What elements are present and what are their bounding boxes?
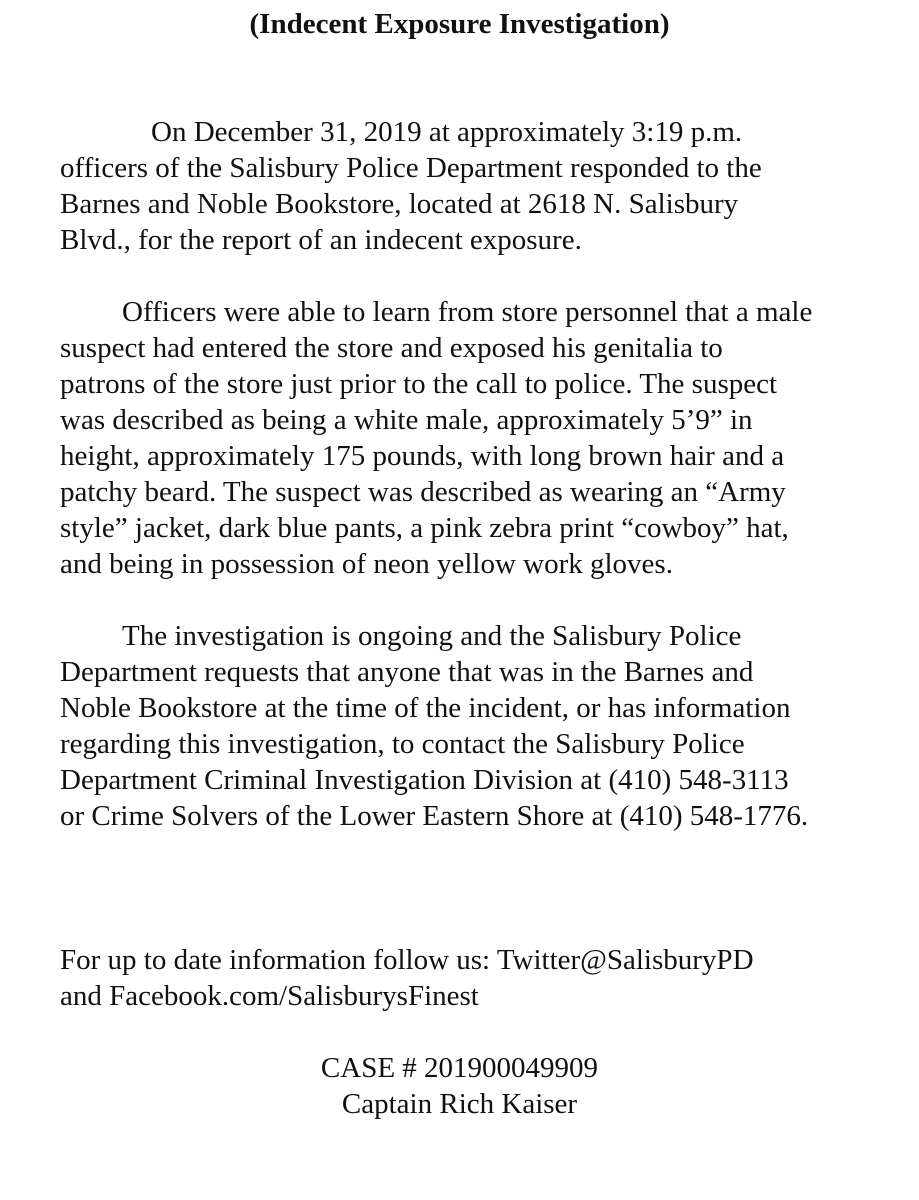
paragraph-3-line-4: regarding this investigation, to contact the Salisbury Police — [60, 728, 745, 760]
follow-us-line-2: and Facebook.com/SalisburysFinest — [60, 980, 479, 1012]
paragraph-2-line-5: height, approximately 175 pounds, with long brown hair and a — [60, 440, 785, 472]
paragraph-2-line-3: patrons of the store just prior to the call to police. The suspect — [60, 368, 778, 400]
follow-us-line-1: For up to date information follow us: Twitter@SalisburyPD — [60, 944, 754, 976]
paragraph-2-line-2: suspect had entered the store and exposed his genitalia to — [60, 332, 723, 364]
paragraph-2-line-1: Officers were able to learn from store personnel that a male — [122, 296, 813, 328]
paragraph-3-line-3: Noble Bookstore at the time of the incident, or has information — [60, 692, 791, 724]
paragraph-2-line-6: patchy beard. The suspect was described as wearing an “Army — [60, 476, 786, 508]
paragraph-3-line-2: Department requests that anyone that was in the Barnes and — [60, 656, 754, 688]
document-title: (Indecent Exposure Investigation) — [249, 8, 670, 40]
case-number: CASE # 201900049909 — [320, 1052, 599, 1084]
paragraph-2-line-8: and being in possession of neon yellow work gloves. — [60, 548, 673, 580]
paragraph-1-line-3: Barnes and Noble Bookstore, located at 2618 N. Salisbury — [60, 188, 739, 220]
paragraph-1-line-4: Blvd., for the report of an indecent exposure. — [60, 224, 582, 256]
signature: Captain Rich Kaiser — [341, 1088, 578, 1120]
paragraph-2-line-4: was described as being a white male, approximately 5’9” in — [60, 404, 753, 436]
paragraph-3-line-5: Department Criminal Investigation Division at (410) 548-3113 — [60, 764, 789, 796]
paragraph-3-line-6: or Crime Solvers of the Lower Eastern Shore at (410) 548-1776. — [60, 800, 809, 832]
paragraph-1-line-1: On December 31, 2019 at approximately 3:19 p.m. — [151, 116, 743, 148]
paragraph-2-line-7: style” jacket, dark blue pants, a pink zebra print “cowboy” hat, — [60, 512, 789, 544]
paragraph-1-line-2: officers of the Salisbury Police Department responded to the — [60, 152, 762, 184]
paragraph-3-line-1: The investigation is ongoing and the Salisbury Police — [122, 620, 742, 652]
